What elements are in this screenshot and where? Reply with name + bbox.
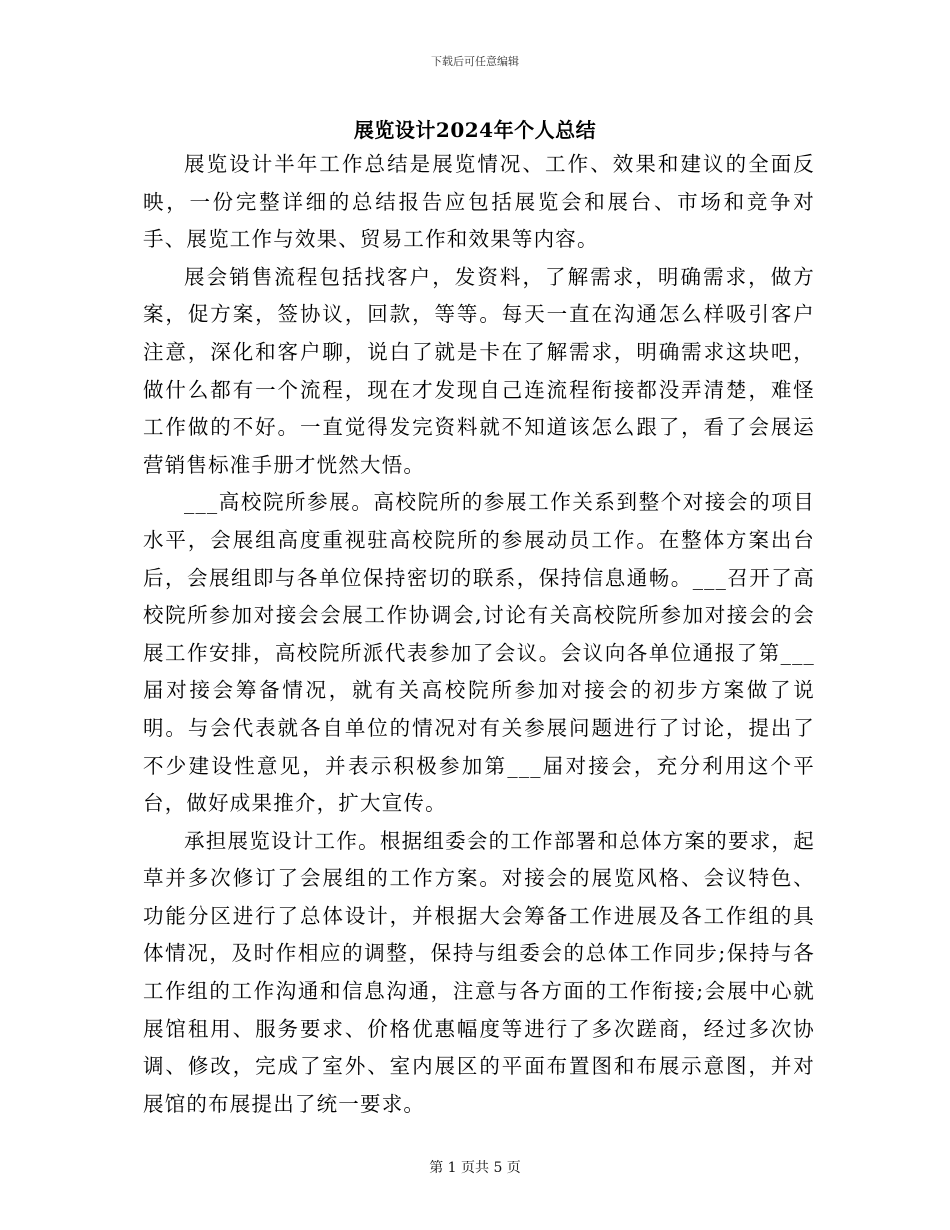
paragraph-intro: 展览设计半年工作总结是展览情况、工作、效果和建议的全面反映，一份完整详细的总结报告应包括展览会和展台、市场和竞争对手、展览工作与效果、贸易工作和效果等内容。 — [143, 152, 815, 252]
document-body — [143, 146, 815, 1123]
paragraph-university-exhibit: ___高校院所参展。高校院所的参展工作关系到整个对接会的项目水平，会展组高度重视驻高校院所的参展动员工作。在整体方案出台后，会展组即与各单位保持密切的联系，保持信息通畅。___召开了高校院所参加对接会会展工作协调会,讨论有关高校院所参加对接会的会展工作安排，高校院所派代表参加了会议。会议向各单位通报了第___届对接会筹备情况，就有关高校院所参加对接会的初步方案做了说明。与会代表就各自单位的情况对有关参展问题进行了讨论，提出了不少建设性意见，并表示积极参加第___届对接会，充分利用这个平台，做好成果推介，扩大宣传。 — [143, 490, 815, 816]
paragraph-sales-process: 展会销售流程包括找客户，发资料，了解需求，明确需求，做方案，促方案，签协议，回款，等等。每天一直在沟通怎么样吸引客户注意，深化和客户聊，说白了就是卡在了解需求，明确需求这块吧，做什么都有一个流程，现在才发现自己连流程衔接都没弄清楚，难怪工作做的不好。一直觉得发完资料就不知道该怎么跟了，看了会展运营销售标准手册才恍然大悟。 — [143, 264, 815, 477]
page-number: 第 1 页共 5 页 — [429, 1160, 521, 1176]
paragraph-exhibition-design: 承担展览设计工作。根据组委会的工作部署和总体方案的要求，起草并多次修订了会展组的工作方案。对接会的展览风格、会议特色、功能分区进行了总体设计，并根据大会筹备工作进展及各工作组的具体情况，及时作相应的调整，保持与组委会的总体工作同步;保持与各工作组的工作沟通和信息沟通，注意与各方面的工作衔接;会展中心就展馆租用、服务要求、价格优惠幅度等进行了多次蹉商，经过多次协调、修改，完成了室外、室内展区的平面布置图和布展示意图，并对展馆的布展提出了统一要求。 — [143, 828, 815, 1116]
page-header-note: 下载后可任意编辑 — [431, 55, 519, 68]
document-title: 展览设计2024年个人总结 — [353, 118, 597, 142]
